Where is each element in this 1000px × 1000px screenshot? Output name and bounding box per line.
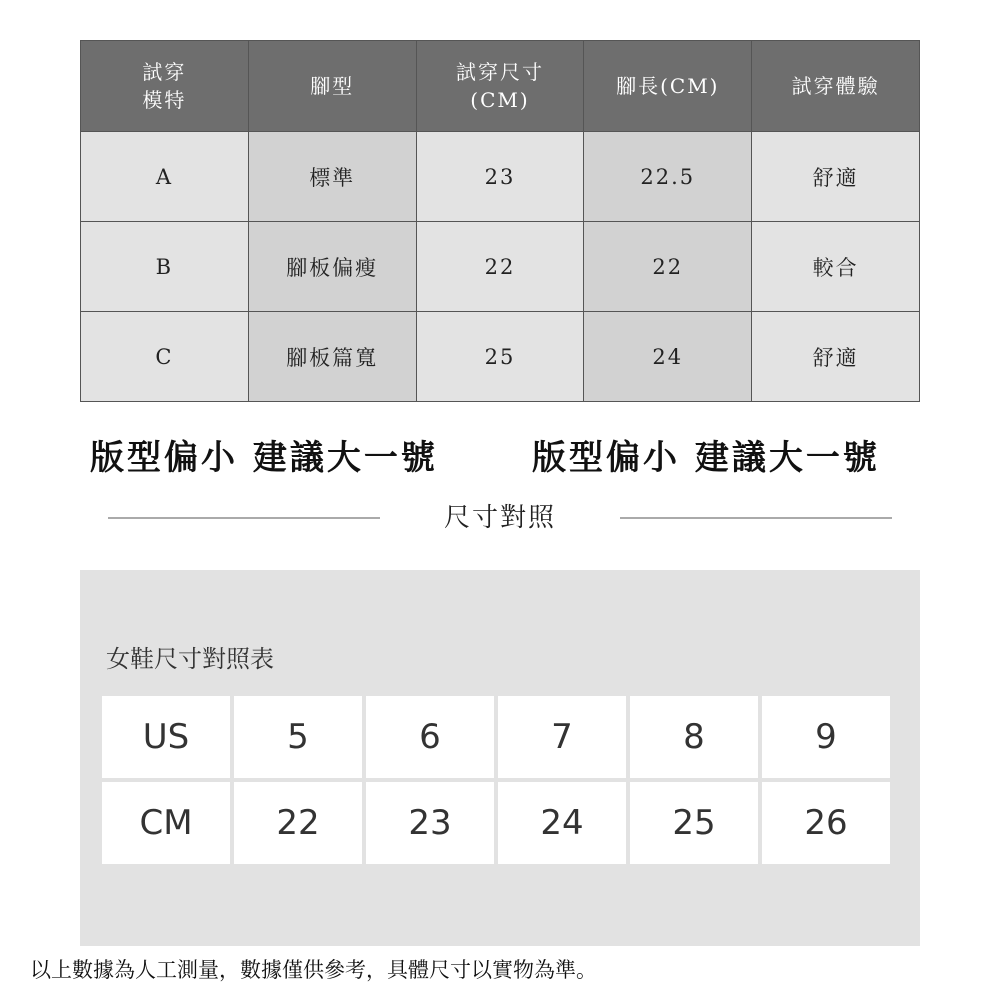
size-advice-banner-right: 版型偏小 建議大一號 <box>532 438 880 478</box>
size-cell-us: 9 <box>762 696 890 778</box>
fit-test-table <box>80 40 920 402</box>
size-chart-title: 女鞋尺寸對照表 <box>106 645 274 673</box>
size-cell-us: 6 <box>366 696 494 778</box>
cell-foot-type: 腳板偏瘦 <box>248 222 416 312</box>
size-advice-banner-left: 版型偏小 建議大一號 <box>90 438 438 478</box>
cell-tried-size: 23 <box>416 132 584 222</box>
section-heading <box>108 496 892 540</box>
size-chart-grid <box>102 696 890 864</box>
header-tried-size-line-1: 試穿尺寸 <box>455 60 544 84</box>
cell-foot-type: 腳板篇寬 <box>248 312 416 402</box>
cell-foot-type: 標準 <box>248 132 416 222</box>
header-foot-length-text: 腳長(CM) <box>616 74 720 98</box>
header-experience <box>752 41 920 132</box>
size-row-label-us: US <box>102 696 230 778</box>
size-cell-cm: 24 <box>498 782 626 864</box>
header-tried-size-line-2: (CM) <box>470 88 530 112</box>
size-chart-panel <box>80 570 920 946</box>
section-heading-text: 尺寸對照 <box>443 503 556 533</box>
measurement-footnote: 以上數據為人工測量，數據僅供參考，具體尺寸以實物為準。 <box>30 958 597 982</box>
table-row <box>81 222 920 312</box>
table-row <box>81 312 920 402</box>
cell-experience: 舒適 <box>752 312 920 402</box>
header-foot-type <box>248 41 416 132</box>
header-foot-length <box>584 41 752 132</box>
header-foot-type-text: 腳型 <box>310 74 355 98</box>
size-cell-us: 8 <box>630 696 758 778</box>
cell-experience: 較合 <box>752 222 920 312</box>
cell-model: C <box>81 312 249 402</box>
cell-foot-length: 22.5 <box>584 132 752 222</box>
cell-experience: 舒適 <box>752 132 920 222</box>
cell-foot-length: 22 <box>584 222 752 312</box>
size-cell-cm: 23 <box>366 782 494 864</box>
size-row-label-cm: CM <box>102 782 230 864</box>
cell-model: B <box>81 222 249 312</box>
size-cell-cm: 22 <box>234 782 362 864</box>
header-model-line-1: 試穿 <box>142 60 187 84</box>
header-model-line-2: 模特 <box>142 88 187 112</box>
header-experience-text: 試穿體驗 <box>791 74 880 98</box>
cell-foot-length: 24 <box>584 312 752 402</box>
header-tried-size <box>416 41 584 132</box>
table-header-row <box>81 41 920 132</box>
size-cell-us: 5 <box>234 696 362 778</box>
cell-tried-size: 25 <box>416 312 584 402</box>
size-cell-cm: 25 <box>630 782 758 864</box>
divider-right <box>620 517 892 519</box>
size-cell-cm: 26 <box>762 782 890 864</box>
cell-model: A <box>81 132 249 222</box>
cell-tried-size: 22 <box>416 222 584 312</box>
header-model <box>81 41 249 132</box>
size-cell-us: 7 <box>498 696 626 778</box>
table-row <box>81 132 920 222</box>
